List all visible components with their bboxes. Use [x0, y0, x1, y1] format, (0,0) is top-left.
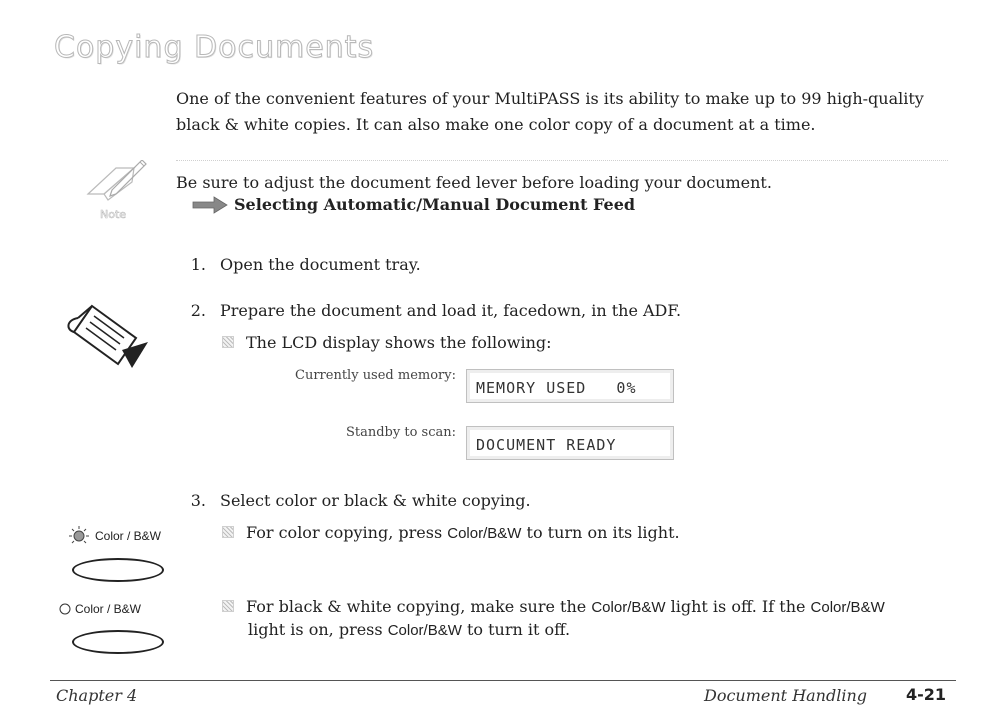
note-crossref[interactable] [192, 195, 635, 214]
key-name: Color/B&W [591, 599, 666, 616]
note-icon [82, 160, 152, 222]
panel-label-text: Color / B&W [75, 602, 142, 616]
bullet-text: For color copying, press [246, 523, 448, 542]
bullet-icon [222, 526, 234, 538]
step-number: 1. [190, 255, 206, 274]
footer-chapter: Chapter 4 [56, 686, 138, 705]
lcd-intro [222, 332, 552, 354]
bullet-icon [222, 336, 234, 348]
note-icon-label: Note [100, 208, 127, 221]
bullet-text: light is off. If the [665, 597, 811, 616]
step-number: 3. [190, 491, 206, 510]
key-name: Color/B&W [447, 525, 522, 542]
footer-section: Document Handling [704, 686, 868, 705]
note-text: Be sure to adjust the document feed lever before loading your document. [176, 173, 772, 192]
panel-label-text: Color / B&W [95, 529, 162, 543]
color-copy-bullet [222, 522, 680, 545]
lcd-label-memory: Currently used memory: [295, 368, 456, 383]
divider [176, 160, 948, 161]
step-2 [176, 300, 776, 322]
bullet-text: For black & white copying, make sure the [246, 597, 592, 616]
color-bw-button-lit[interactable] [72, 558, 164, 582]
panel-label-lit [66, 526, 161, 546]
color-bw-button-off[interactable] [72, 630, 164, 654]
step-text: Select color or black & white copying. [220, 491, 531, 510]
step-text: Open the document tray. [220, 255, 421, 274]
bullet-text: light is on, press [248, 620, 388, 639]
bw-copy-bullet [222, 596, 942, 642]
bullet-text: to turn it off. [461, 620, 571, 639]
light-off-icon [58, 602, 72, 616]
step-3 [176, 490, 776, 512]
footer-rule [50, 680, 956, 681]
key-name: Color/B&W [387, 622, 462, 639]
step-1 [176, 254, 676, 276]
lcd-display-standby: DOCUMENT READY [466, 426, 674, 460]
lcd-display-memory: MEMORY USED 0% [466, 369, 674, 403]
bullet-icon [222, 600, 234, 612]
document-loading-icon [62, 302, 154, 374]
step-text: Prepare the document and load it, facedown, in the ADF. [220, 301, 682, 320]
page-title: Copying Documents [54, 30, 375, 65]
light-on-icon [66, 526, 92, 546]
page-number: 4-21 [906, 685, 947, 704]
key-name: Color/B&W [810, 599, 885, 616]
lcd-label-standby: Standby to scan: [345, 425, 456, 440]
intro-paragraph: One of the convenient features of your MultiPASS is its ability to make up to 99 high-quality black & white copies. It can also make one color copy of a document at a time. [176, 89, 924, 134]
note-link-text: Selecting Automatic/Manual Document Feed [234, 195, 636, 214]
step-number: 2. [190, 301, 206, 320]
panel-label-off [58, 602, 141, 616]
bullet-text: to turn on its light. [521, 523, 680, 542]
lcd-intro-text: The LCD display shows the following: [246, 333, 552, 352]
arrow-right-icon [192, 196, 228, 214]
